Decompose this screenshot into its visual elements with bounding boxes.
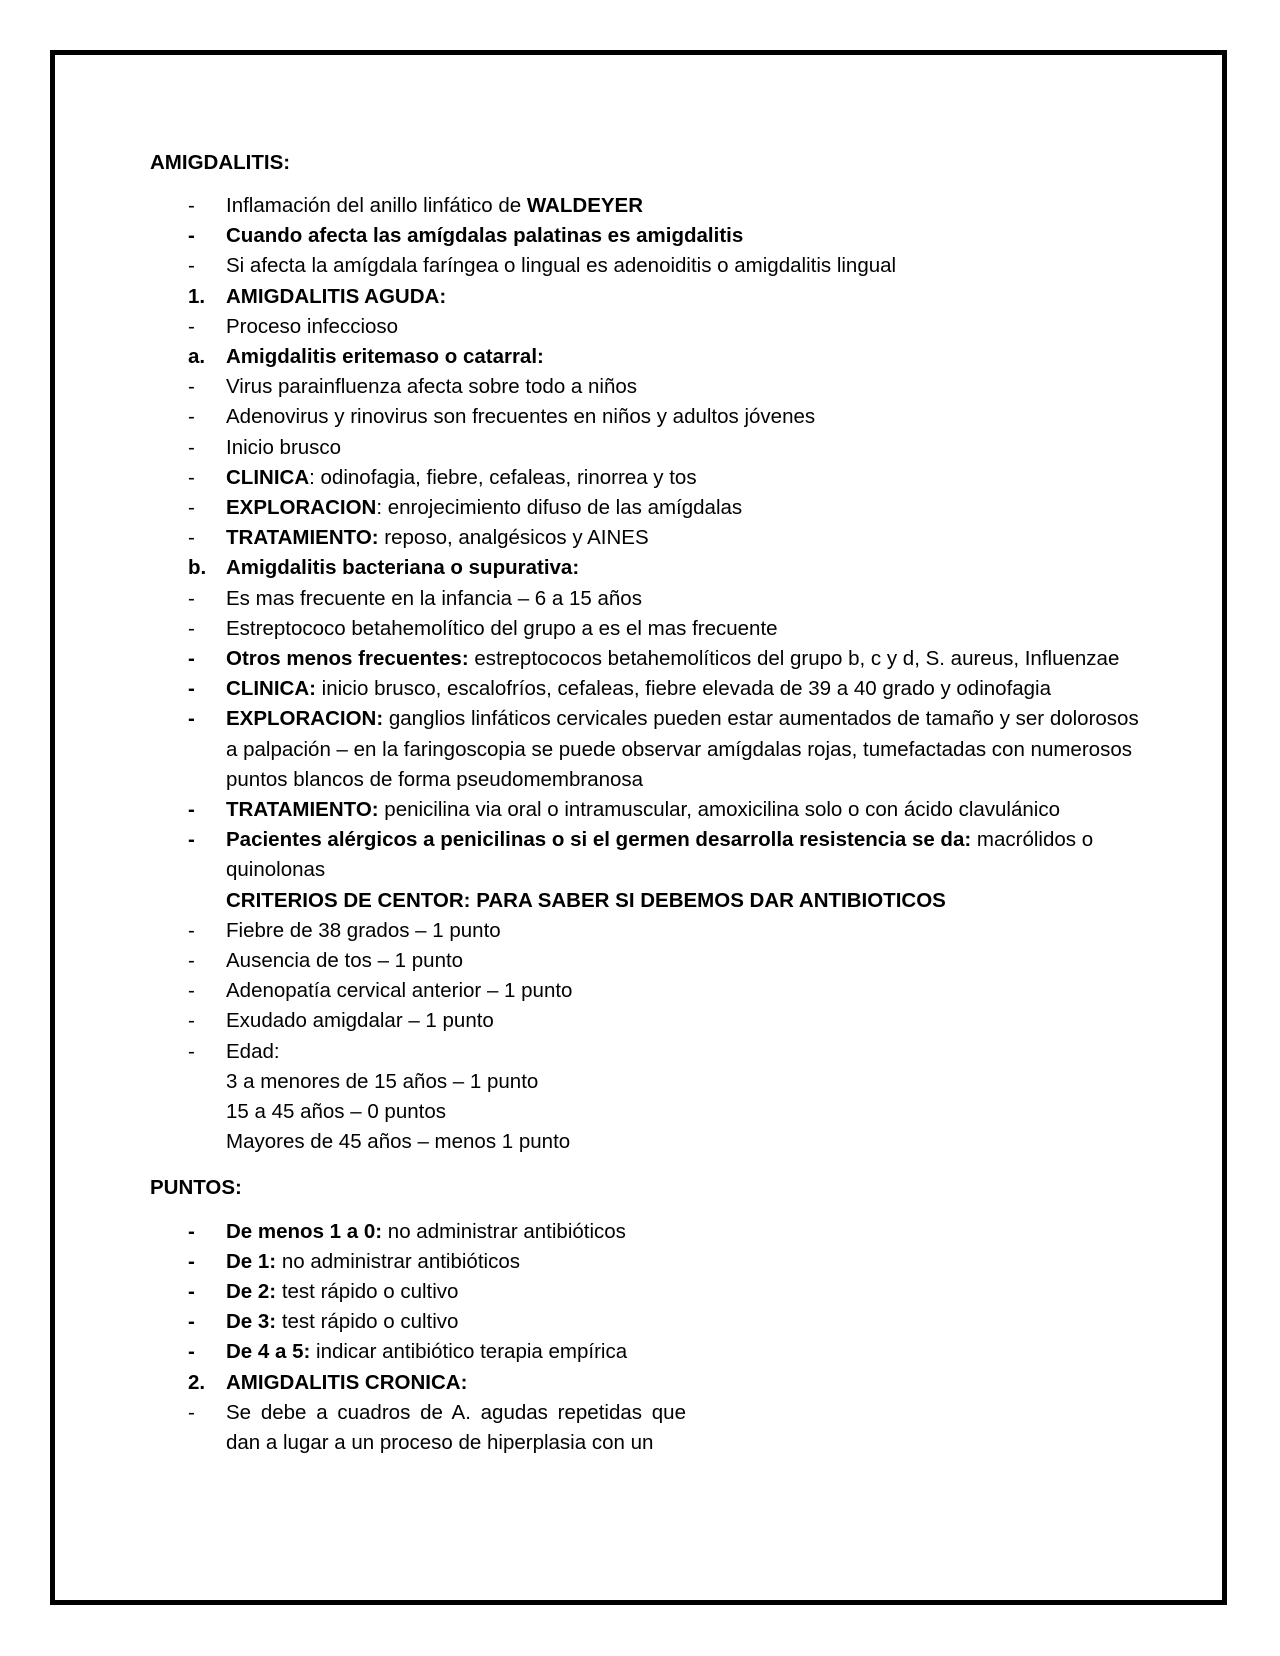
text-run: Adenovirus y rinovirus son frecuentes en niños y adultos jóvenes (226, 405, 816, 429)
list-item (150, 402, 1150, 432)
list-marker (150, 886, 226, 916)
list-marker: 2. (188, 1370, 206, 1394)
list-item-text (226, 1368, 1150, 1398)
list-item (150, 221, 1150, 251)
list-marker: - (188, 918, 195, 942)
list-marker: - (188, 828, 195, 852)
list-marker: - (188, 314, 195, 338)
list-item (150, 825, 1150, 885)
list-marker: - (188, 1039, 195, 1063)
list-item (150, 1307, 1150, 1337)
list-marker: - (188, 1009, 195, 1033)
text-run: Si afecta la amígdala faríngea o lingual es adenoiditis o amigdalitis lingual (226, 254, 897, 278)
list-item (150, 1368, 1150, 1398)
list-marker: - (188, 798, 195, 822)
list-marker (150, 1067, 226, 1097)
list-item (150, 886, 1150, 916)
list-item-text (226, 372, 1150, 402)
text-run: indicar antibiótico terapia empírica (310, 1340, 628, 1364)
text-run: reposo, analgésicos y AINES (378, 526, 649, 550)
bold-text: EXPLORACION: (226, 707, 384, 731)
text-run: no administrar antibióticos (382, 1219, 626, 1243)
list-marker: - (188, 224, 195, 248)
list-item (150, 1277, 1150, 1307)
list-marker: - (188, 677, 195, 701)
text-run: estreptococos betahemolíticos del grupo b, c y d, S. aureus, Influenzae (468, 647, 1120, 671)
bold-text: CLINICA (226, 465, 310, 489)
list-marker: - (188, 1310, 195, 1334)
text-run: : odinofagia, fiebre, cefaleas, rinorrea y tos (309, 465, 697, 489)
list-item-text (226, 493, 1150, 523)
list-item (150, 644, 1150, 674)
list-item (150, 674, 1150, 704)
list-item (150, 704, 1150, 795)
list-marker: - (188, 586, 195, 610)
list-marker: - (188, 405, 195, 429)
list-marker: - (188, 949, 195, 973)
bold-text: EXPLORACION (226, 496, 377, 520)
list-item-text (226, 1127, 1150, 1157)
list-item (150, 1097, 1150, 1127)
list-marker: - (188, 1249, 195, 1273)
list-item-text (226, 674, 1150, 704)
bold-text: Cuando afecta las amígdalas palatinas es amigdalitis (226, 224, 744, 248)
list-item (150, 312, 1150, 342)
text-run: Virus parainfluenza afecta sobre todo a niños (226, 375, 638, 399)
list-item (150, 916, 1150, 946)
list-marker: b. (188, 556, 207, 580)
text-run: Ausencia de tos – 1 punto (226, 949, 464, 973)
list-item (150, 523, 1150, 553)
text-run: inicio brusco, escalofríos, cefaleas, fiebre elevada de 39 a 40 grado y odinofagia (315, 677, 1052, 701)
item-list (150, 191, 1150, 1158)
list-marker: - (188, 1340, 195, 1364)
text-run: Mayores de 45 años – menos 1 punto (226, 1130, 571, 1154)
list-marker: - (188, 647, 195, 671)
bold-text: Amigdalitis eritemaso o catarral: (226, 345, 544, 369)
list-item-text (226, 584, 1150, 614)
list-item (150, 433, 1150, 463)
list-item-text (226, 1307, 1150, 1337)
list-item-text (226, 614, 1150, 644)
list-item-text (226, 1037, 1150, 1067)
list-item (150, 372, 1150, 402)
bold-text: TRATAMIENTO: (226, 798, 379, 822)
bold-text: De 2: (226, 1279, 277, 1303)
list-item (150, 1247, 1150, 1277)
text-run: Es mas frecuente en la infancia – 6 a 15 años (226, 586, 642, 610)
list-marker: 1. (188, 284, 206, 308)
text-run: Edad: (226, 1039, 280, 1063)
list-item (150, 584, 1150, 614)
bold-text: AMIGDALITIS AGUDA: (226, 284, 447, 308)
list-item-text (226, 795, 1150, 825)
text-run: : enrojecimiento difuso de las amígdalas (376, 496, 743, 520)
puntos-heading: PUNTOS: (150, 1175, 242, 1199)
text-run: Exudado amigdalar – 1 punto (226, 1009, 494, 1033)
list-marker (150, 1127, 226, 1157)
list-item-text (226, 1337, 1150, 1367)
list-item-text (226, 946, 1150, 976)
list-item-text (226, 825, 1150, 885)
list-item-text (226, 644, 1150, 674)
text-run: Proceso infeccioso (226, 314, 399, 338)
list-marker: - (188, 1279, 195, 1303)
bold-text: Otros menos frecuentes: (226, 647, 469, 671)
list-item (150, 614, 1150, 644)
puntos-list (150, 1217, 1150, 1459)
list-marker: - (188, 194, 195, 217)
list-marker: - (188, 496, 195, 520)
text-run: 15 a 45 años – 0 puntos (226, 1100, 446, 1124)
list-item (150, 342, 1150, 372)
text-run: no administrar antibióticos (276, 1249, 520, 1273)
list-item (150, 1037, 1150, 1067)
bold-text: Amigdalitis bacteriana o supurativa: (226, 556, 580, 580)
list-item (150, 282, 1150, 312)
list-item (150, 463, 1150, 493)
list-item-text (226, 1217, 1150, 1247)
bold-text: WALDEYER (526, 194, 644, 217)
text-run: Fiebre de 38 grados – 1 punto (226, 918, 501, 942)
list-marker: - (188, 979, 195, 1003)
list-item (150, 251, 1150, 281)
text-run: Adenopatía cervical anterior – 1 punto (226, 979, 573, 1003)
bold-text: Pacientes alérgicos a penicilinas o si el germen desarrolla resistencia se da: (226, 828, 972, 852)
list-marker: - (188, 435, 195, 459)
list-item-text (226, 523, 1150, 553)
list-item-text (226, 1006, 1150, 1036)
list-marker: a. (188, 345, 206, 369)
list-item-text (226, 704, 1150, 795)
list-item (150, 795, 1150, 825)
list-item-text (226, 251, 1150, 281)
list-item-text (226, 221, 1150, 251)
list-item (150, 1006, 1150, 1036)
list-item (150, 1337, 1150, 1367)
bold-text: De 4 a 5: (226, 1340, 311, 1364)
list-item-text (226, 312, 1150, 342)
list-item (150, 1127, 1150, 1157)
text-run: test rápido o cultivo (276, 1310, 459, 1334)
text-run: Inflamación del anillo linfático de (226, 194, 527, 217)
document-body (150, 148, 1150, 1458)
list-marker (150, 1097, 226, 1127)
text-run: 3 a menores de 15 años – 1 punto (226, 1069, 539, 1093)
list-item-text (226, 553, 1150, 583)
bold-text: De 1: (226, 1249, 277, 1273)
list-item-text (226, 282, 1150, 312)
bold-text: De menos 1 a 0: (226, 1219, 383, 1243)
list-item-text (226, 1067, 1150, 1097)
text-run: ganglios linfáticos cervicales pueden estar aumentados de tamaño y ser dolorosos a palpación – en la faringoscopia se puede observar amígdalas rojas, tumefactadas con numerosos puntos blancos de forma pseudomembranosa (226, 707, 1139, 791)
list-item-text (226, 402, 1150, 432)
text-run: Estreptococo betahemolítico del grupo a es el mas frecuente (226, 616, 778, 640)
text-run: Se debe a cuadros de A. agudas repetidas que dan a lugar a un proceso de hiperplasia con un (226, 1400, 686, 1454)
list-item (150, 1398, 1150, 1458)
bold-text: CLINICA: (226, 677, 316, 701)
list-item-text (226, 1097, 1150, 1127)
list-item (150, 553, 1150, 583)
text-run: penicilina via oral o intramuscular, amoxicilina solo o con ácido clavulánico (378, 798, 1060, 822)
list-item (150, 1217, 1150, 1247)
list-item (150, 976, 1150, 1006)
bold-text: CRITERIOS DE CENTOR: PARA SABER SI DEBEMOS DAR ANTIBIOTICOS (226, 888, 946, 912)
section-heading: AMIGDALITIS: (150, 151, 291, 174)
list-marker: - (188, 465, 195, 489)
list-marker: - (188, 1219, 195, 1243)
list-item (150, 493, 1150, 523)
list-marker: - (188, 375, 195, 399)
list-item-text (226, 1398, 686, 1458)
list-item-text (226, 916, 1150, 946)
list-item-text (226, 1277, 1150, 1307)
list-item-text (226, 433, 1150, 463)
list-item-text (226, 342, 1150, 372)
text-run: Inicio brusco (226, 435, 342, 459)
list-item-text (226, 1247, 1150, 1277)
list-item (150, 1067, 1150, 1097)
list-marker: - (188, 1400, 195, 1424)
list-item (150, 191, 1150, 221)
list-marker: - (188, 616, 195, 640)
list-item (150, 946, 1150, 976)
bold-text: TRATAMIENTO: (226, 526, 379, 550)
list-item-text (226, 886, 1150, 916)
list-item-text (226, 463, 1150, 493)
text-run: macrólidos o quinolonas (226, 828, 1094, 882)
bold-text: AMIGDALITIS CRONICA: (226, 1370, 468, 1394)
list-marker: - (188, 707, 195, 731)
list-marker: - (188, 526, 195, 550)
list-item-text (226, 191, 1150, 221)
bold-text: De 3: (226, 1310, 277, 1334)
list-item-text (226, 976, 1150, 1006)
text-run: test rápido o cultivo (276, 1279, 459, 1303)
list-marker: - (188, 254, 195, 278)
